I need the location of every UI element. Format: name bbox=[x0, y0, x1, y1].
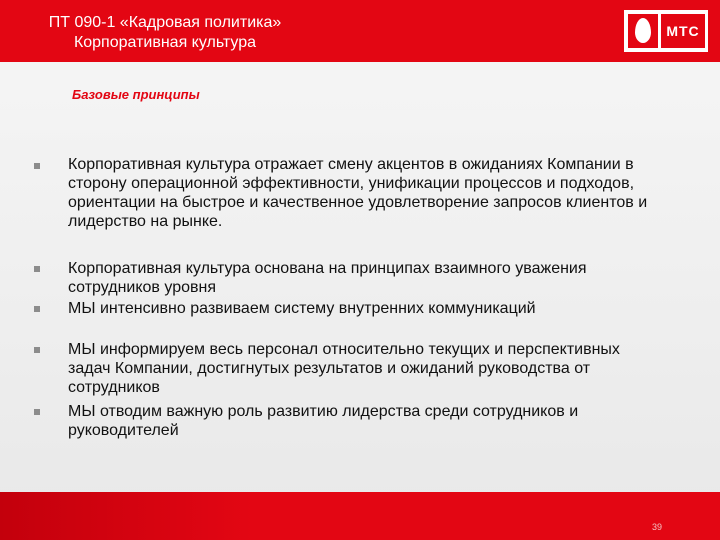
bullet-marker-icon bbox=[34, 347, 40, 353]
egg-icon bbox=[635, 18, 651, 43]
list-item-text: МЫ отводим важную роль развитию лидерства среди сотрудников и руководителей bbox=[68, 403, 579, 439]
title-line-1: ПТ 090-1 «Кадровая политика» bbox=[48, 14, 282, 31]
list-item-text: Корпоративная культура основана на принципах взаимного уважения сотрудников уровня bbox=[68, 260, 587, 296]
logo-text: МТС bbox=[661, 14, 705, 48]
header-bar bbox=[0, 0, 720, 62]
list-item-text: Корпоративная культура отражает смену акцентов в ожиданиях Компании в сторону операционной эффективности, унификации процессов и подходов, ориентации на быстрое и качественное удовлетворение запросов клиентов и лидерство на рынке. bbox=[68, 156, 648, 230]
footer-bar bbox=[0, 492, 720, 540]
bullet-marker-icon bbox=[34, 266, 40, 272]
bullet-marker-icon bbox=[34, 163, 40, 169]
page-number: 39 bbox=[652, 522, 663, 532]
title-line-2: Корпоративная культура bbox=[73, 34, 257, 51]
egg-icon-box bbox=[628, 14, 658, 48]
list-item-text: МЫ информируем весь персонал относительно текущих и перспективных задач Компании, достигнутых результатов и ожиданий руководства от сотрудников bbox=[68, 341, 620, 396]
slide-title bbox=[0, 0, 330, 62]
section-subtitle: Базовые принципы bbox=[72, 87, 200, 102]
bullet-marker-icon bbox=[34, 306, 40, 312]
mts-logo bbox=[624, 10, 708, 52]
bullet-marker-icon bbox=[34, 409, 40, 415]
list-item-text: МЫ интенсивно развиваем систему внутренних коммуникаций bbox=[68, 300, 536, 317]
